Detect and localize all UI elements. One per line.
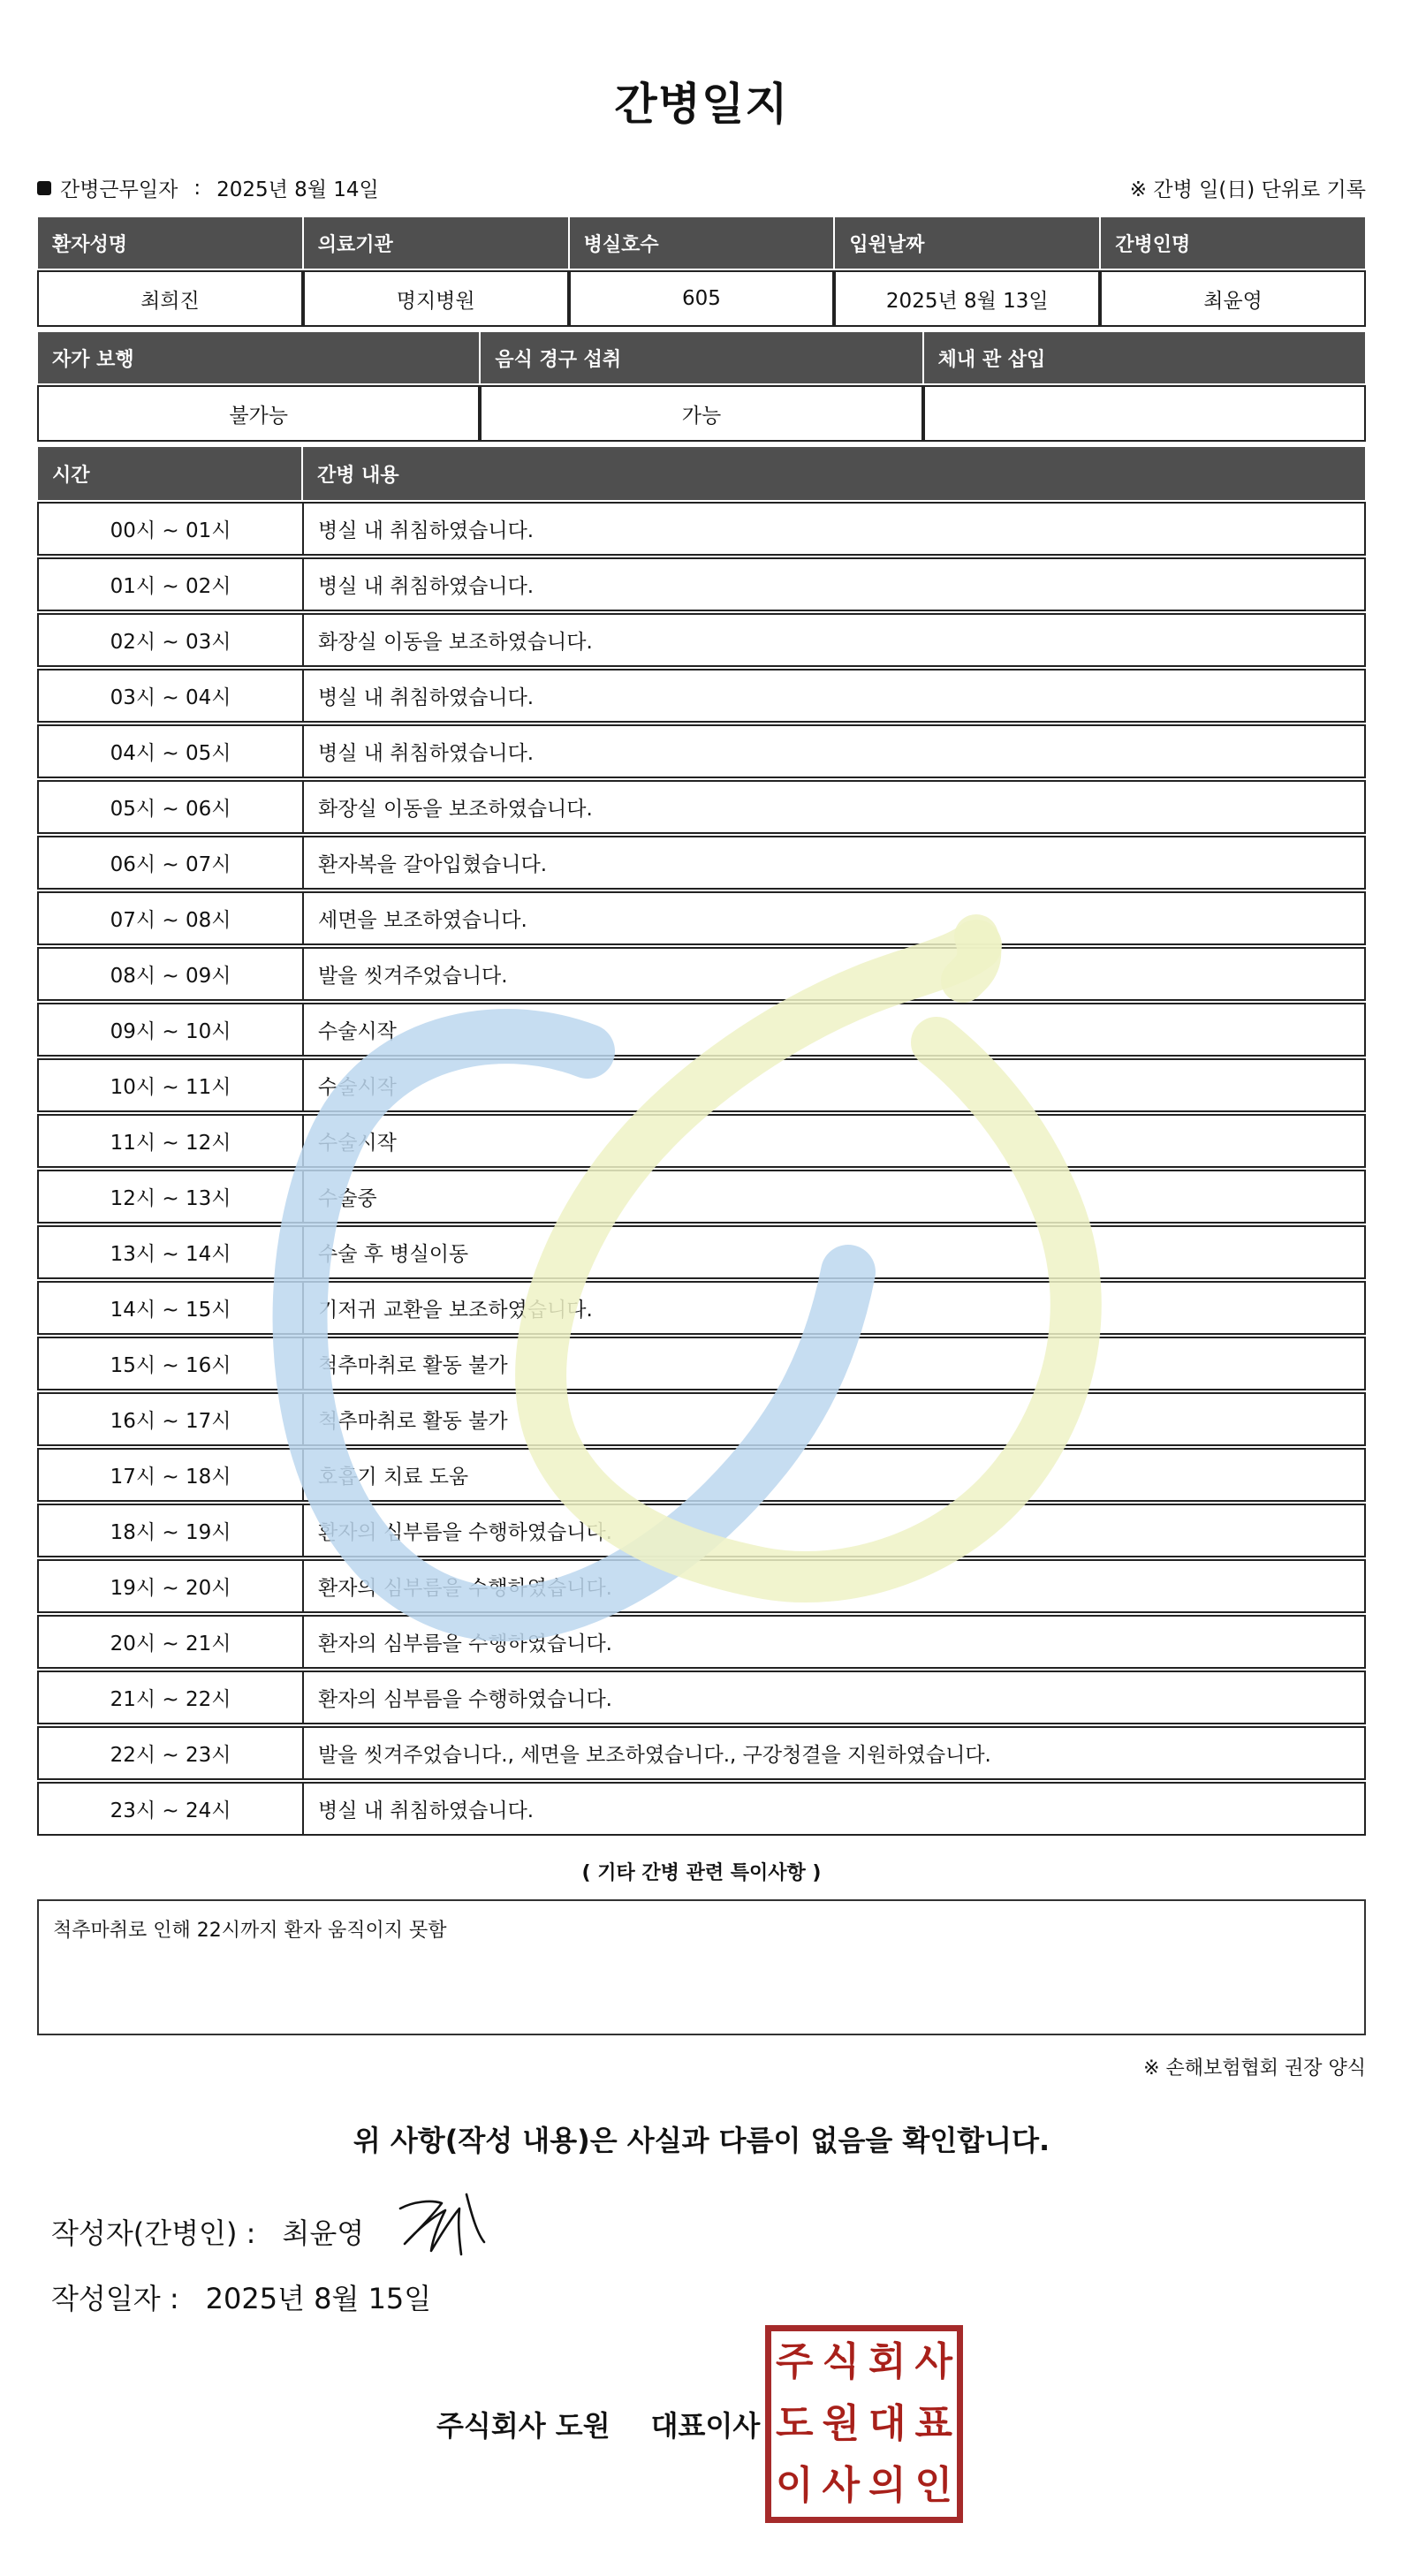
patient-value-cell: 명지병원	[303, 270, 569, 327]
company-seal-stamp	[765, 2325, 963, 2523]
seal-character: 인	[914, 2463, 952, 2508]
status-value-cell: 불가능	[37, 385, 480, 442]
company-name: 주식회사 도원	[436, 2409, 610, 2443]
log-content-cell: 수술시작	[302, 1003, 1366, 1057]
log-time-cell: 22시 ~ 23시	[37, 1726, 304, 1780]
log-content-cell: 척추마취로 활동 불가	[302, 1392, 1366, 1446]
status-header-cell: 자가 보행	[38, 332, 479, 383]
patient-value-cell: 최희진	[37, 270, 303, 327]
log-content-cell: 수술 후 병실이동	[302, 1225, 1366, 1279]
log-time-cell: 00시 ~ 01시	[37, 502, 304, 556]
patient-value-cell: 2025년 8월 13일	[834, 270, 1100, 327]
log-content-cell: 환자의 심부름을 수행하였습니다.	[302, 1671, 1366, 1724]
log-time-cell: 19시 ~ 20시	[37, 1559, 304, 1613]
patient-header-cell: 의료기관	[304, 217, 568, 269]
page-title: 간병일지	[614, 79, 789, 130]
log-time-cell: 06시 ~ 07시	[37, 836, 304, 890]
seal-character: 대	[868, 2401, 906, 2446]
log-time-cell: 16시 ~ 17시	[37, 1392, 304, 1446]
patient-value-cell: 605	[569, 270, 835, 327]
seal-character: 식	[822, 2339, 860, 2384]
special-notes-text: 척추마취로 인해 22시까지 환자 움직이지 못함	[53, 1920, 447, 1942]
log-time-cell: 23시 ~ 24시	[37, 1782, 304, 1836]
patient-header-cell: 병실호수	[570, 217, 834, 269]
log-time-cell: 02시 ~ 03시	[37, 613, 304, 667]
log-time-cell: 11시 ~ 12시	[37, 1114, 304, 1168]
written-date-row	[51, 2277, 431, 2317]
seal-character: 표	[914, 2401, 952, 2446]
log-time-cell: 05시 ~ 06시	[37, 780, 304, 834]
log-content-cell: 환자의 심부름을 수행하였습니다.	[302, 1615, 1366, 1669]
representative-title: 대표이사	[650, 2409, 761, 2443]
patient-header-cell: 환자성명	[38, 217, 302, 269]
log-content-cell: 수술시작	[302, 1114, 1366, 1168]
log-content-cell: 화장실 이동을 보조하였습니다.	[302, 780, 1366, 834]
log-content-cell: 기저귀 교환을 보조하였습니다.	[302, 1281, 1366, 1335]
log-content-cell: 척추마취로 활동 불가	[302, 1337, 1366, 1390]
unit-note: ※ 간병 일(日) 단위로 기록	[1129, 178, 1366, 201]
log-content-cell: 환자복을 갈아입혔습니다.	[302, 836, 1366, 890]
work-date-value: 2025년 8월 14일	[216, 178, 379, 201]
log-content-cell: 병실 내 취침하였습니다.	[302, 502, 1366, 556]
log-content-cell: 발을 씻겨주었습니다.	[302, 947, 1366, 1001]
log-content-cell: 환자의 심부름을 수행하였습니다.	[302, 1504, 1366, 1557]
log-content-cell: 세면을 보조하였습니다.	[302, 891, 1366, 945]
association-note: ※ 손해보험협회 권장 양식	[1143, 2057, 1366, 2080]
log-time-cell: 17시 ~ 18시	[37, 1448, 304, 1502]
patient-header-cell: 입원날짜	[835, 217, 1099, 269]
log-content-cell: 수술시작	[302, 1058, 1366, 1112]
log-header-time: 시간	[38, 447, 301, 500]
seal-character: 원	[822, 2401, 860, 2446]
log-time-cell: 12시 ~ 13시	[37, 1170, 304, 1224]
special-notes-box	[37, 1899, 1366, 2035]
handwritten-signature	[396, 2189, 493, 2260]
work-date-label: 간병근무일자	[60, 178, 178, 201]
writer-label: 작성자(간병인) :	[51, 2216, 256, 2250]
log-time-cell: 15시 ~ 16시	[37, 1337, 304, 1390]
status-header-cell: 체내 관 삽입	[924, 332, 1365, 383]
work-date-separator: :	[193, 176, 201, 200]
log-time-cell: 14시 ~ 15시	[37, 1281, 304, 1335]
written-date-value: 2025년 8월 15일	[205, 2282, 432, 2315]
seal-character: 도	[775, 2401, 814, 2446]
log-time-cell: 03시 ~ 04시	[37, 669, 304, 723]
company-signature-line	[436, 2404, 760, 2444]
seal-character: 이	[775, 2463, 814, 2508]
special-notes-title: ( 기타 간병 관련 특이사항 )	[581, 1862, 822, 1884]
status-value-cell	[923, 385, 1366, 442]
written-date-label: 작성일자 :	[51, 2282, 179, 2315]
log-time-cell: 10시 ~ 11시	[37, 1058, 304, 1112]
status-value-cell: 가능	[480, 385, 922, 442]
patient-info-table	[37, 217, 1366, 329]
log-time-cell: 13시 ~ 14시	[37, 1225, 304, 1279]
log-time-cell: 20시 ~ 21시	[37, 1615, 304, 1669]
log-content-cell: 수술중	[302, 1170, 1366, 1224]
log-time-cell: 09시 ~ 10시	[37, 1003, 304, 1057]
log-header-content: 간병 내용	[303, 447, 1365, 500]
log-content-cell: 환자의 심부름을 수행하였습니다.	[302, 1559, 1366, 1613]
seal-character: 의	[868, 2463, 906, 2508]
bullet-square-icon	[37, 181, 51, 195]
seal-character: 사	[822, 2463, 860, 2508]
log-content-cell: 화장실 이동을 보조하였습니다.	[302, 613, 1366, 667]
log-content-cell: 발을 씻겨주었습니다., 세면을 보조하였습니다., 구강청결을 지원하였습니다.	[302, 1726, 1366, 1780]
seal-character: 회	[868, 2339, 906, 2384]
log-time-cell: 04시 ~ 05시	[37, 724, 304, 778]
seal-character: 사	[914, 2339, 952, 2384]
log-content-cell: 병실 내 취침하였습니다.	[302, 1782, 1366, 1836]
writer-name: 최윤영	[282, 2216, 365, 2250]
log-time-cell: 18시 ~ 19시	[37, 1504, 304, 1557]
status-header-cell: 음식 경구 섭취	[481, 332, 921, 383]
log-content-cell: 병실 내 취침하였습니다.	[302, 557, 1366, 611]
log-time-cell: 21시 ~ 22시	[37, 1671, 304, 1724]
writer-row	[51, 2211, 364, 2252]
log-content-cell: 호흡기 치료 도움	[302, 1448, 1366, 1502]
confirmation-statement: 위 사항(작성 내용)은 사실과 다름이 없음을 확인합니다.	[353, 2124, 1050, 2157]
log-time-cell: 08시 ~ 09시	[37, 947, 304, 1001]
care-log-table	[37, 447, 1366, 1843]
log-time-cell: 01시 ~ 02시	[37, 557, 304, 611]
log-content-cell: 병실 내 취침하였습니다.	[302, 669, 1366, 723]
patient-header-cell: 간병인명	[1101, 217, 1365, 269]
work-date-row	[37, 173, 379, 202]
seal-character: 주	[775, 2339, 814, 2384]
log-content-cell: 병실 내 취침하였습니다.	[302, 724, 1366, 778]
log-time-cell: 07시 ~ 08시	[37, 891, 304, 945]
status-info-table	[37, 332, 1366, 443]
patient-value-cell: 최윤영	[1100, 270, 1366, 327]
